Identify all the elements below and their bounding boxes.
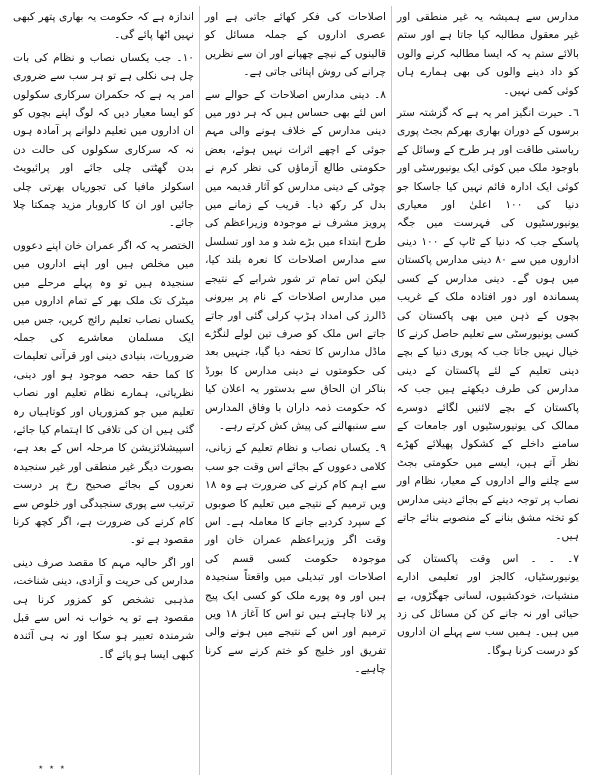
paragraph: اندازہ ہے کہ حکومت یہ بھاری پتھر کبھی نہیں اٹھا پائے گی۔ — [13, 11, 194, 42]
paragraph: اصلاحات کی فکر کھائے جاتی ہے اور عصری اداروں کے جملہ مسائل کو قالینوں کے نیچے چھپانے اور ان سے نظریں چرانے کی روش اپنائی جاتی ہے۔ — [205, 11, 386, 79]
paragraph: ٦۔ حیرت انگیز امر یہ ہے کہ گزشتہ ستر برسوں کے دوران بھاری بھرکم بجٹ پوری ریاستی طاقت اور ہر طرح کے وسائل کے باوجود ملک میں کوئی ایک یونیورسٹی اور کوئی ایک ادارہ قائم نہیں کیا جاسکا جو دنیا کی ۱۰۰ اعلیٰ اور معیاری یونیورسٹیوں کی فہرست میں جگہ پاسکے جب کہ دنیا کے ٹاپ کے ۱۰۰ دینی اداروں میں سے ۸۰ دینی مدارس پاکستان میں ہوں گے۔ دینی مدارس کے کسی پسماندہ اور دور افتادہ ملک کے غریب بچوں کے ذہن میں بھی پاکستان کی کسی یونیورسٹی سے تعلیم حاصل کرنے کا خیال نہیں جاتا جب کہ پوری دنیا کے بچے دینی تعلیم کے لئے پاکستان کے دینی مدارس کی طرف دیکھتے ہیں جب کہ پاکستان کے بچے لائنیں لگائے دوسرے ممالک کی یونیورسٹیوں اور جامعات کے سامنے داخلے کے کشکول پھیلائے کھڑے نظر آتے ہیں، ایسے میں حکومتی بجٹ سے چلنے والے اداروں کے معیار، نظام اور نصاب پر توجہ دینے کے بجائے دینی مدارس کو تختہ مشق بنانے کے منصوبے بنائے جاتے ہیں۔ — [397, 107, 579, 543]
end-marks: ٭ ٭ ٭ — [38, 763, 66, 773]
paragraph: الختصر یہ کہ اگر عمران خان اپنے دعووں میں مخلص ہیں اور اپنے اداروں میں سنجیدہ ہیں تو وہ پہلے مرحلے میں میٹرک تک ملک بھر کے تمام اداروں میں یکساں نصاب تعلیم رائج کریں، جس میں ایک مسلمان معاشرے کی جملہ ضروریات، بنیادی دینی اور قرآنی تعلیمات کا کما حقہ حصہ موجود ہو اور دینی، نظریاتی، ہمارے نظام تعلیم اور نصاب تعلیم میں جو کمزوریاں اور کوتاہیاں رہ گئی ہیں ان کی تلافی کا اہتمام کیا جائے، اسپیشلائزیشن کا مرحلہ اس کے بعد ہے، بصورت دیگر غیر منطقی اور غیر سنجیدہ نعروں کے بجائے صحیح رخ پر درست ترتیب سے پوری سنجیدگی اور خلوص سے کام کرنے کی ضرورت ہے، اگر کچھ کرنا مقصود ہے تو۔ — [13, 239, 194, 547]
column-middle — [200, 6, 392, 775]
paragraph: ٧۔ ۔ ۔ اس وقت پاکستان کی یونیورسٹیاں، کالجز اور تعلیمی ادارے منشیات، خودکشیوں، لسانی جھگڑوں، بے حیائی اور نہ جانے کن کن مسائل کی زد میں ہیں۔ ہمیں سب سے پہلے ان اداروں کو درست کرنا ہوگا۔ — [397, 552, 579, 657]
article-columns — [6, 6, 584, 775]
column-right — [392, 6, 584, 775]
paragraph: ٨۔ دینی مدارس اصلاحات کے حوالے سے اس لئے بھی حساس ہیں کہ ہر دور میں دینی مدارس کے خلاف ہونے والی مہم جوئی کے اچھے اثرات نہیں ہوئے، بعض حکومتی طالع آزماؤں کی نظر کرم نے چوٹی کے دینی مدارس کو آثار قدیمہ میں بدل کر رکھ دیا۔ قریب کے زمانے میں پرویز مشرف نے موجودہ وزیراعظم کی طرح ابتداء میں بڑے شد و مد اور تسلسل سے مدارس اصلاحات کا نعرہ بلند کیا، لیکن اس تمام تر شور شرابے کے نتیجے میں مدارس اصلاحات کے نام پر بیرونی ڈالرز کی امداد ہڑپ کرلی گئی اور جاتے جاتے اس ملک کو صرف تین لولے لنگڑے ماڈل مدارس کا تحفہ دیا گیا، جنہیں بعد کی حکومتوں نے دینی مدارس کا بورڈ بناکر ان الحاق سے بدستور یہ اعلان کیا کہ حکومت ذمہ داران با وفاق المدارس سے سنبھالنے کی پیش کش کرتے رہے۔ — [205, 88, 386, 432]
column-left — [8, 6, 200, 775]
paragraph: اور اگر حالیہ مہم کا مقصد صرف دینی مدارس کی حریت و آزادی، دینی شناخت، مذہبی تشخص کو کمزور کرنا ہی مقصود ہے تو یہ خواب نہ اس سے قبل شرمندہ تعبیر ہو سکا اور نہ ہی آئندہ کبھی ایسا ہو پائے گا۔ — [13, 556, 194, 661]
paragraph: ٩۔ یکساں نصاب و نظام تعلیم کے زبانی، کلامی دعووں کے بجائے اس وقت جو سب سے اہم کام کرنے کی ضرورت ہے وہ ۱۸ ویں ترمیم کے نتیجے میں تعلیم کا صوبوں کے سپرد کردیے جانے کا معاملہ ہے۔ اس وقت اگر وزیراعظم عمران خان اور موجودہ حکومت کسی قسم کی اصلاحات اور تبدیلی میں واقعتاً سنجیدہ ہیں اور وہ پورے ملک کو کسی ایک پیج پر لانا چاہتے ہیں تو اس کا آغاز ۱۸ ویں ترمیم اور اس کے نتیجے میں ہونے والی تفریق اور خلیج کو ختم کرنے سے کرنا چاہیے۔ — [205, 442, 387, 676]
paragraph: مدارس سے ہمیشہ یہ غیر منطقی اور غیر معقول مطالبہ کیا جاتا ہے اور ستم بالائے ستم یہ کہ ایسا مطالبہ کرنے والوں کو داد دینے والوں کی بھی ہمارے ہاں کوئی کمی نہیں۔ — [397, 11, 579, 97]
paragraph: ١٠۔ جب یکساں نصاب و نظام کی بات چل ہی نکلی ہے تو ہر سب سے ضروری امر یہ ہے کہ حکمران سرکاری سکولوں کو ایسا معیار دیں کہ لوگ اپنے بچوں کو ان اداروں میں تعلیم دلوانے پر آمادہ ہوں نہ کہ سرکاری سکولوں کی حالت دن بدن گھٹتی چلی جائے اور پرائیویٹ اسکولز مافیا کی تجوریاں بھرتی چلی جائیں اور ان کا کاروبار مزید چمکتا چلا جائے۔ — [13, 51, 194, 230]
